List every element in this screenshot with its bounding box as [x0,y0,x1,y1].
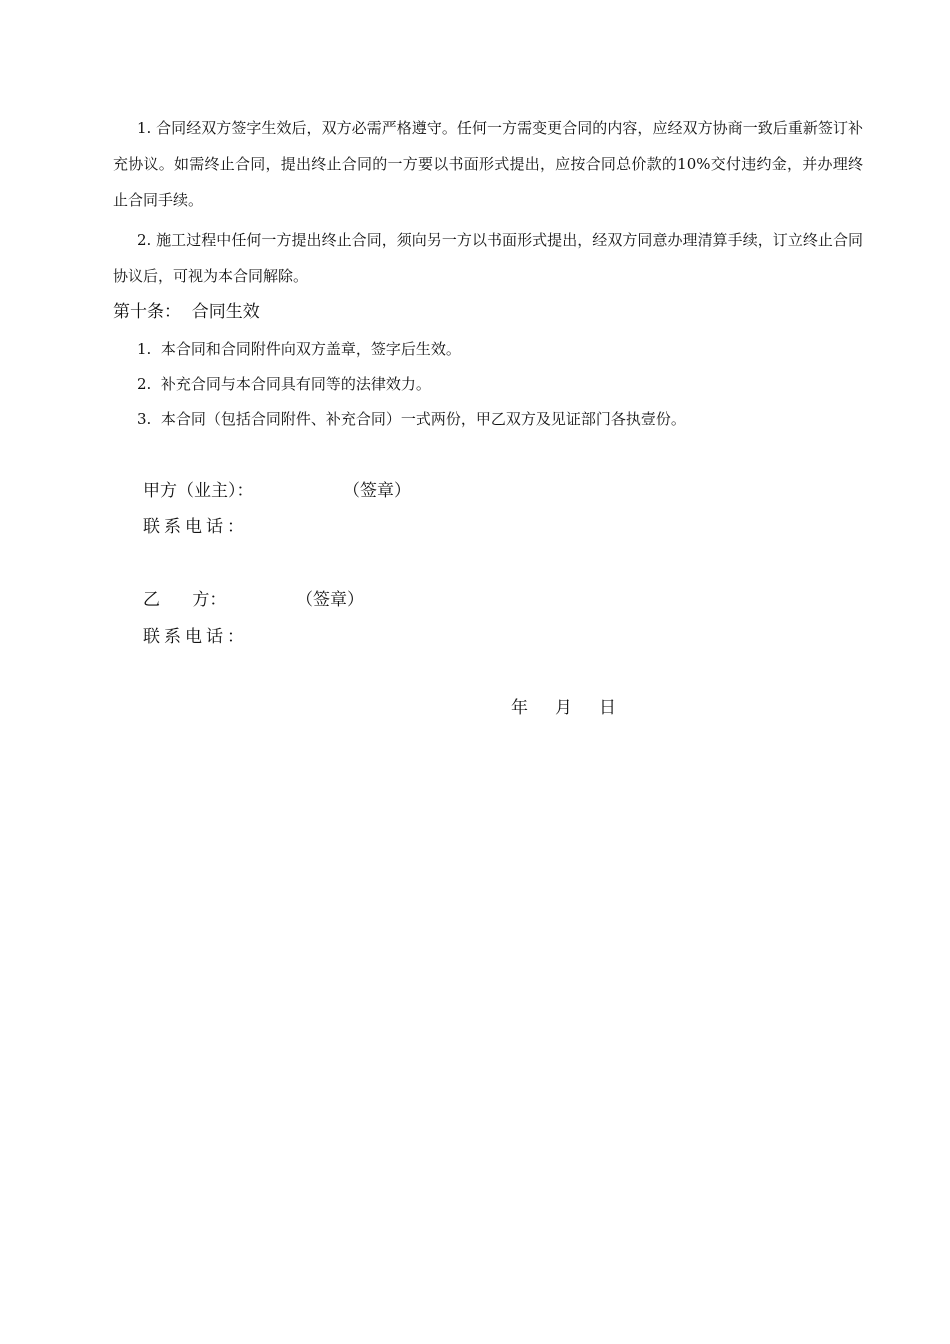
party-a-phone-label: 联系电话： [143,517,248,537]
party-b-seal-label: （签章） [296,590,364,610]
party-a-seal-label: （签章） [343,481,411,501]
party-a-label: 甲方（业主）： [143,481,254,501]
clause9-paragraph-1: 1. 合同经双方签字生效后，双方必需严格遵守。任何一方需变更合同的内容，应经双方协商一致后重新签订补充协议。如需终止合同，提出终止合同的一方要以书面形式提出，应按合同总价款的10%交付违约金，并办理终止合同手续。 [113,119,863,209]
party-b-label: 乙 方： [143,590,227,610]
clause10-item-1: 1. 本合同和合同附件向双方盖章，签字后生效。 [137,340,461,358]
clause10-item-2: 2. 补充合同与本合同具有同等的法律效力。 [137,375,431,393]
clause9-paragraph-2: 2. 施工过程中任何一方提出终止合同，须向另一方以书面形式提出，经双方同意办理清算手续，订立终止合同协议后，可视为本合同解除。 [113,231,863,285]
clause10-item-3: 3. 本合同（包括合同附件、补充合同）一式两份，甲乙双方及见证部门各执壹份。 [137,410,686,428]
party-b-phone-label: 联系电话： [143,627,248,647]
clause10-heading: 第十条： 合同生效 [113,302,260,322]
signing-date: 年 月 日 [511,698,617,718]
